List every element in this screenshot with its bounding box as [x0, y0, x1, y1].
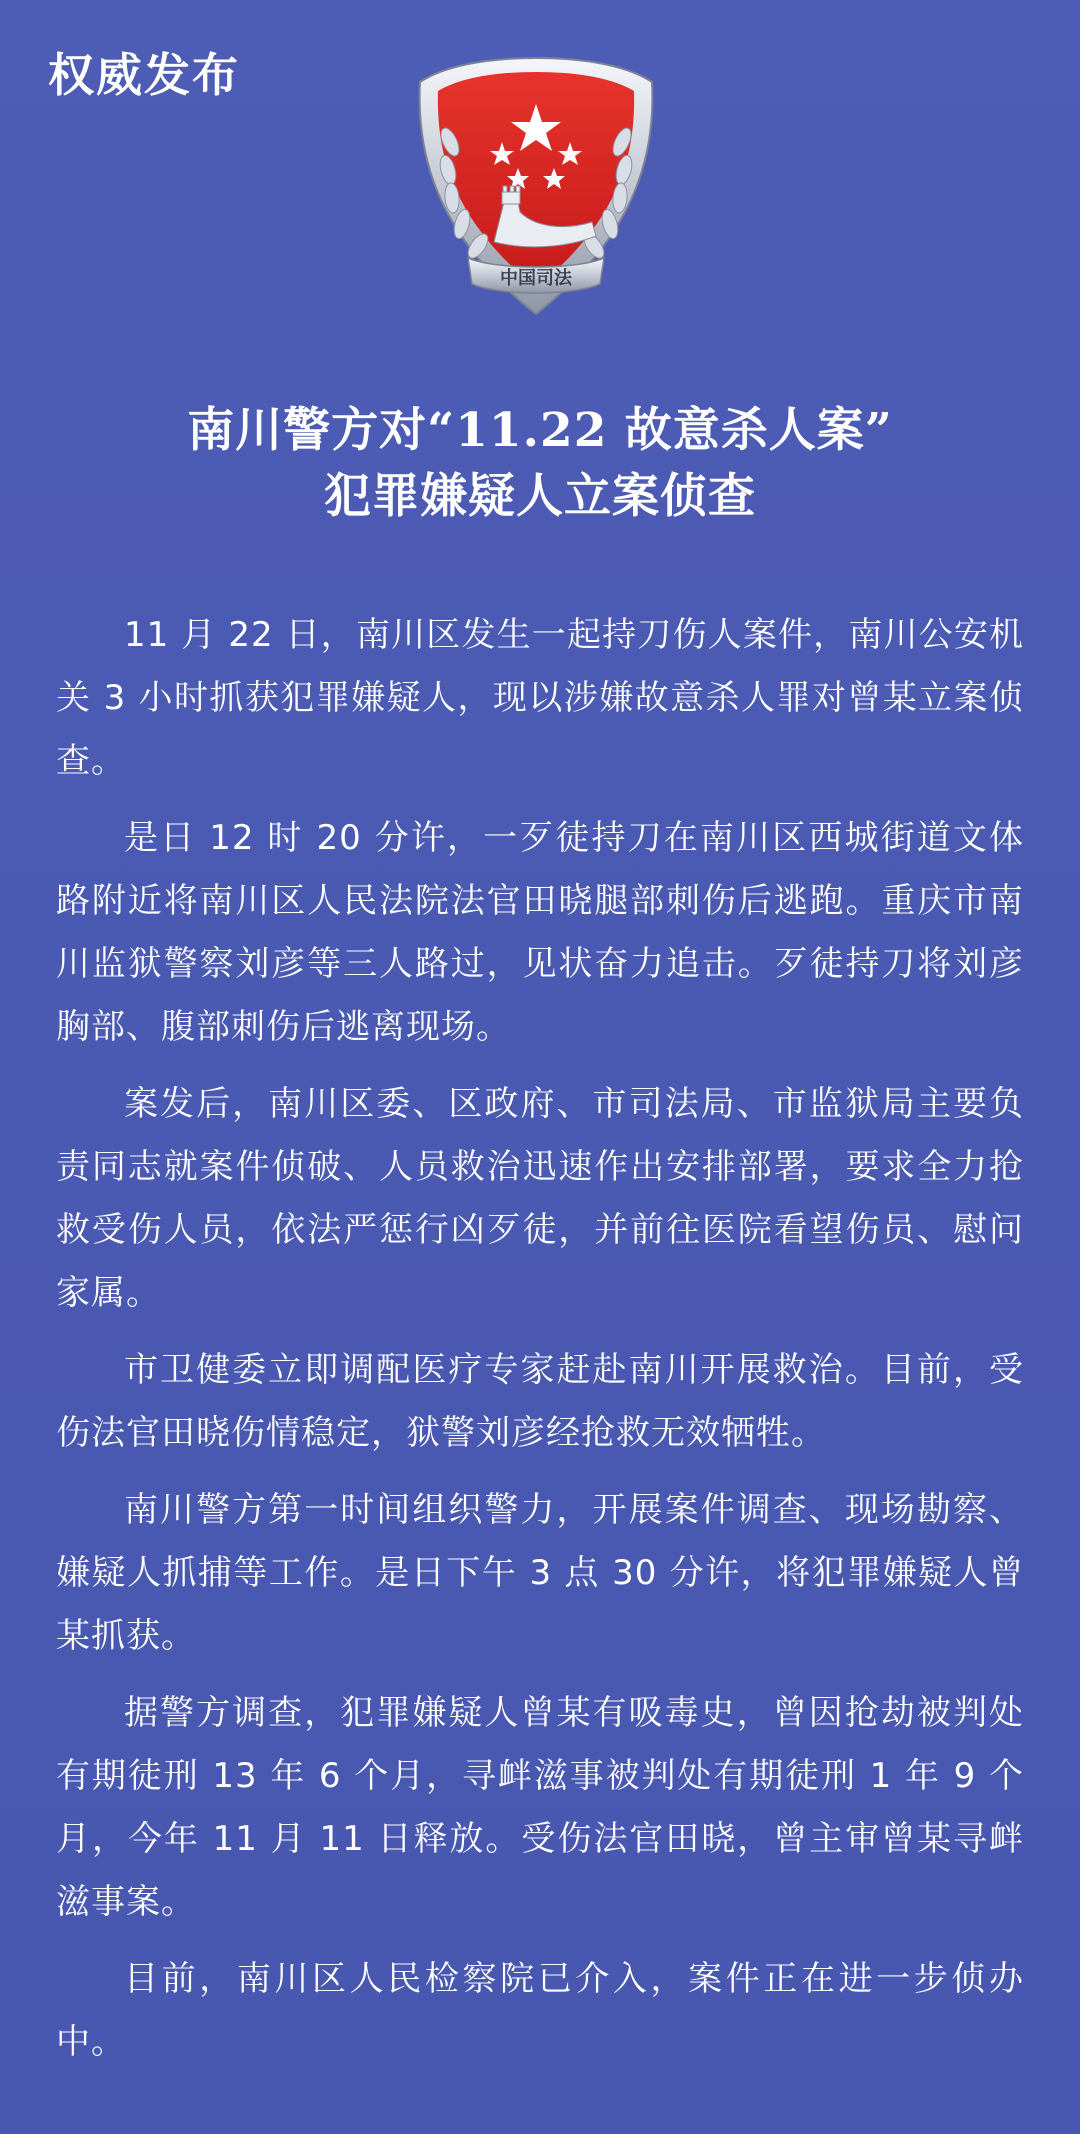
paragraph: 市卫健委立即调配医疗专家赶赴南川开展救治。目前，受伤法官田晓伤情稳定，狱警刘彦经抢救无效牺牲。 — [56, 1350, 1024, 1453]
title-line-1: 南川警方对“11.22 故意杀人案” — [187, 403, 893, 458]
paragraph: 案发后，南川区委、区政府、市司法局、市监狱局主要负责同志就案件侦破、人员救治迅速作出安排部署，要求全力抢救受伤人员，依法严惩行凶歹徒，并前往医院看望伤员、慰问家属。 — [56, 1084, 1024, 1313]
article-body — [56, 604, 1024, 2088]
paragraph: 南川警方第一时间组织警力，开展案件调查、现场勘察、嫌疑人抓捕等工作。是日下午 3 点 30 分许，将犯罪嫌疑人曾某抓获。 — [56, 1490, 1024, 1656]
paragraph: 据警方调查，犯罪嫌疑人曾某有吸毒史，曾因抢劫被判处有期徒刑 13 年 6 个月，寻衅滋事被判处有期徒刑 1 年 9 个月，今年 11 月 11 日释放。受伤法官田晓，曾主审曾某寻衅滋事案。 — [56, 1693, 1024, 1922]
title-line-2: 犯罪嫌疑人立案侦查 — [324, 469, 756, 524]
paragraph: 目前，南川区人民检察院已介入，案件正在进一步侦办中。 — [56, 1959, 1024, 2062]
emblem-caption: 中国司法 — [500, 268, 572, 289]
article-title — [0, 398, 1080, 530]
paragraph: 11 月 22 日，南川区发生一起持刀伤人案件，南川公安机关 3 小时抓获犯罪嫌疑人，现以涉嫌故意杀人罪对曾某立案侦查。 — [56, 615, 1024, 781]
authoritative-release-label: 权威发布 — [48, 48, 240, 102]
china-judicial-emblem-icon — [406, 52, 666, 322]
paragraph: 是日 12 时 20 分许，一歹徒持刀在南川区西城街道文体路附近将南川区人民法院法官田晓腿部刺伤后逃跑。重庆市南川监狱警察刘彦等三人路过，见状奋力追击。歹徒持刀将刘彦胸部、腹部刺伤后逃离现场。 — [56, 818, 1024, 1047]
